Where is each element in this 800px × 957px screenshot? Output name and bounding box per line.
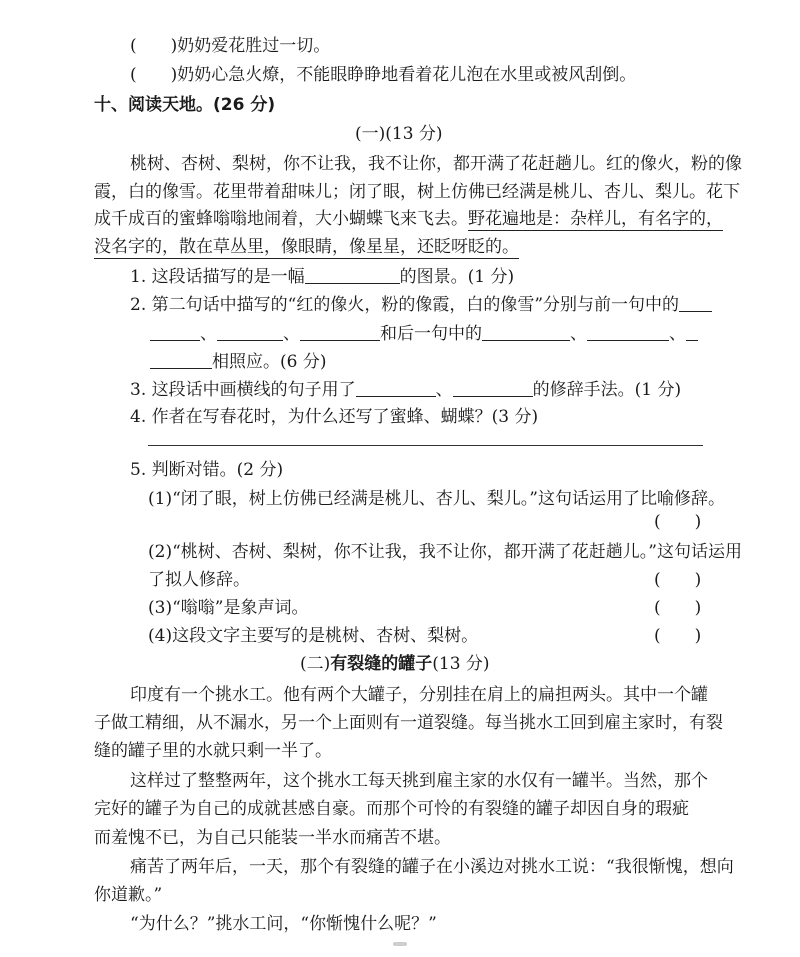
passage-1-line-2: 霞，白的像雪。花里带着甜味儿；闭了眼，树上仿佛已经满是桃儿、杏儿、梨儿。花下 <box>94 182 740 202</box>
section-title: 十、阅读天地。(26 分) <box>94 95 276 115</box>
separator: 、 <box>669 324 686 344</box>
judge-item-2: (2)“桃树、杏树、梨树，你不让我，我不让你，都开满了花赶趟儿。”这句话运用 <box>148 542 742 562</box>
passage-2-line-8: 你道歉。” <box>94 885 163 905</box>
passage-1-line-4 <box>94 235 519 259</box>
passage-1-heading: (一)(13 分) <box>355 124 443 144</box>
question-1-text-b: 的图景。(1 分) <box>399 267 515 287</box>
question-2-blank-8[interactable] <box>150 350 212 369</box>
separator: 、 <box>200 324 217 344</box>
passage-2-heading-title: 有裂缝的罐子 <box>330 654 433 674</box>
question-3-blank-2[interactable] <box>453 378 533 397</box>
question-4: 4. 作者在写春花时，为什么还写了蜜蜂、蝴蝶？(3 分) <box>130 407 539 427</box>
passage-1-line-4-underlined: 没名字的，散在草丛里，像眼睛，像星星，还眨呀眨的。 <box>94 237 519 257</box>
question-1 <box>130 265 514 289</box>
question-4-answer-line[interactable] <box>148 445 703 446</box>
passage-2-line-2: 子做工精细，从不漏水，另一个上面则有一道裂缝。每当挑水工回到雇主家时，有裂 <box>94 713 723 733</box>
judge-paren-1[interactable]: ( ) <box>654 512 702 532</box>
separator: 、 <box>283 324 300 344</box>
passage-2-line-9: “为什么？”挑水工问，“你惭愧什么呢？” <box>130 914 437 934</box>
question-2-text-end: 相照应。(6 分) <box>212 352 327 372</box>
judge-item-1: (1)“闭了眼，树上仿佛已经满是桃儿、杏儿、梨儿。”这句话运用了比喻修辞。 <box>148 489 725 509</box>
question-1-blank[interactable] <box>305 265 400 284</box>
passage-1-line-3-underlined: 野花遍地是：杂样儿，有名字的， <box>468 209 723 229</box>
judge-item-4: (4)这段文字主要写的是桃树、杏树、梨树。 <box>148 626 479 646</box>
question-3-text-a: 3. 这段话中画横线的句子用了 <box>130 380 356 400</box>
question-2-line-2 <box>150 322 698 346</box>
question-2-blank-7[interactable] <box>686 322 698 341</box>
judge-paren-3[interactable]: ( ) <box>654 598 702 618</box>
question-3-blank-1[interactable] <box>356 378 436 397</box>
judge-paren-2[interactable]: ( ) <box>654 570 702 590</box>
scan-mark <box>393 942 407 946</box>
question-2 <box>130 293 712 317</box>
passage-2-line-7: 痛苦了两年后，一天，那个有裂缝的罐子在小溪边对挑水工说：“我很惭愧，想向 <box>130 857 734 877</box>
question-2-blank-1[interactable] <box>679 293 712 312</box>
question-1-text-a: 1. 这段话描写的是一幅 <box>130 267 305 287</box>
question-3-text-b: 的修辞手法。(1 分) <box>532 380 682 400</box>
item-text: 奶奶爱花胜过一切。 <box>177 36 331 56</box>
passage-2-line-1: 印度有一个挑水工。他有两个大罐子，分别挂在肩上的扁担两头。其中一个罐 <box>130 685 708 705</box>
question-2-text-mid: 和后一句中的 <box>380 324 482 344</box>
separator: 、 <box>570 324 587 344</box>
passage-2-line-3: 缝的罐子里的水就只剩一半了。 <box>94 741 332 761</box>
question-3 <box>130 378 681 402</box>
judge-item-2-cont: 了拟人修辞。 <box>148 570 250 590</box>
judge-item-3: (3)“嗡嗡”是象声词。 <box>148 598 309 618</box>
judge-paren-4[interactable]: ( ) <box>654 626 702 646</box>
question-2-blank-6[interactable] <box>587 322 669 341</box>
passage-2-line-5: 完好的罐子为自己的成就甚感自豪。而那个可怜的有裂缝的罐子却因自身的瑕疵 <box>94 799 689 819</box>
item-text: 奶奶心急火燎，不能眼睁睁地看着花儿泡在水里或被风刮倒。 <box>177 65 637 85</box>
question-2-blank-4[interactable] <box>300 322 380 341</box>
question-2-text-a: 2. 第二句话中描写的“红的像火，粉的像霞，白的像雪”分别与前一句中的 <box>130 295 680 315</box>
passage-2-heading <box>300 652 490 676</box>
separator: 、 <box>435 380 453 400</box>
question-2-blank-2[interactable] <box>150 322 200 341</box>
passage-2-heading-prefix: (二) <box>300 654 331 674</box>
answer-paren[interactable]: ( ) <box>130 36 178 56</box>
answer-paren[interactable]: ( ) <box>130 65 178 85</box>
question-2-line-3 <box>150 350 326 374</box>
top-item-1 <box>130 34 330 58</box>
passage-2-heading-score: (13 分) <box>432 654 490 674</box>
question-2-blank-3[interactable] <box>217 322 283 341</box>
top-item-2 <box>130 63 636 87</box>
passage-1-line-3-plain: 成千成百的蜜蜂嗡嗡地闹着，大小蝴蝶飞来飞去。 <box>94 209 468 229</box>
passage-1-line-3 <box>94 207 723 231</box>
passage-2-line-4: 这样过了整整两年，这个挑水工每天挑到雇主家的水仅有一罐半。当然，那个 <box>130 771 708 791</box>
passage-2-line-6: 而羞愧不已，为自己只能装一半水而痛苦不堪。 <box>94 828 451 848</box>
question-2-blank-5[interactable] <box>482 322 570 341</box>
question-5: 5. 判断对错。(2 分) <box>130 460 284 480</box>
passage-1-line-1: 桃树、杏树、梨树，你不让我，我不让你，都开满了花赶趟儿。红的像火，粉的像 <box>130 154 742 174</box>
